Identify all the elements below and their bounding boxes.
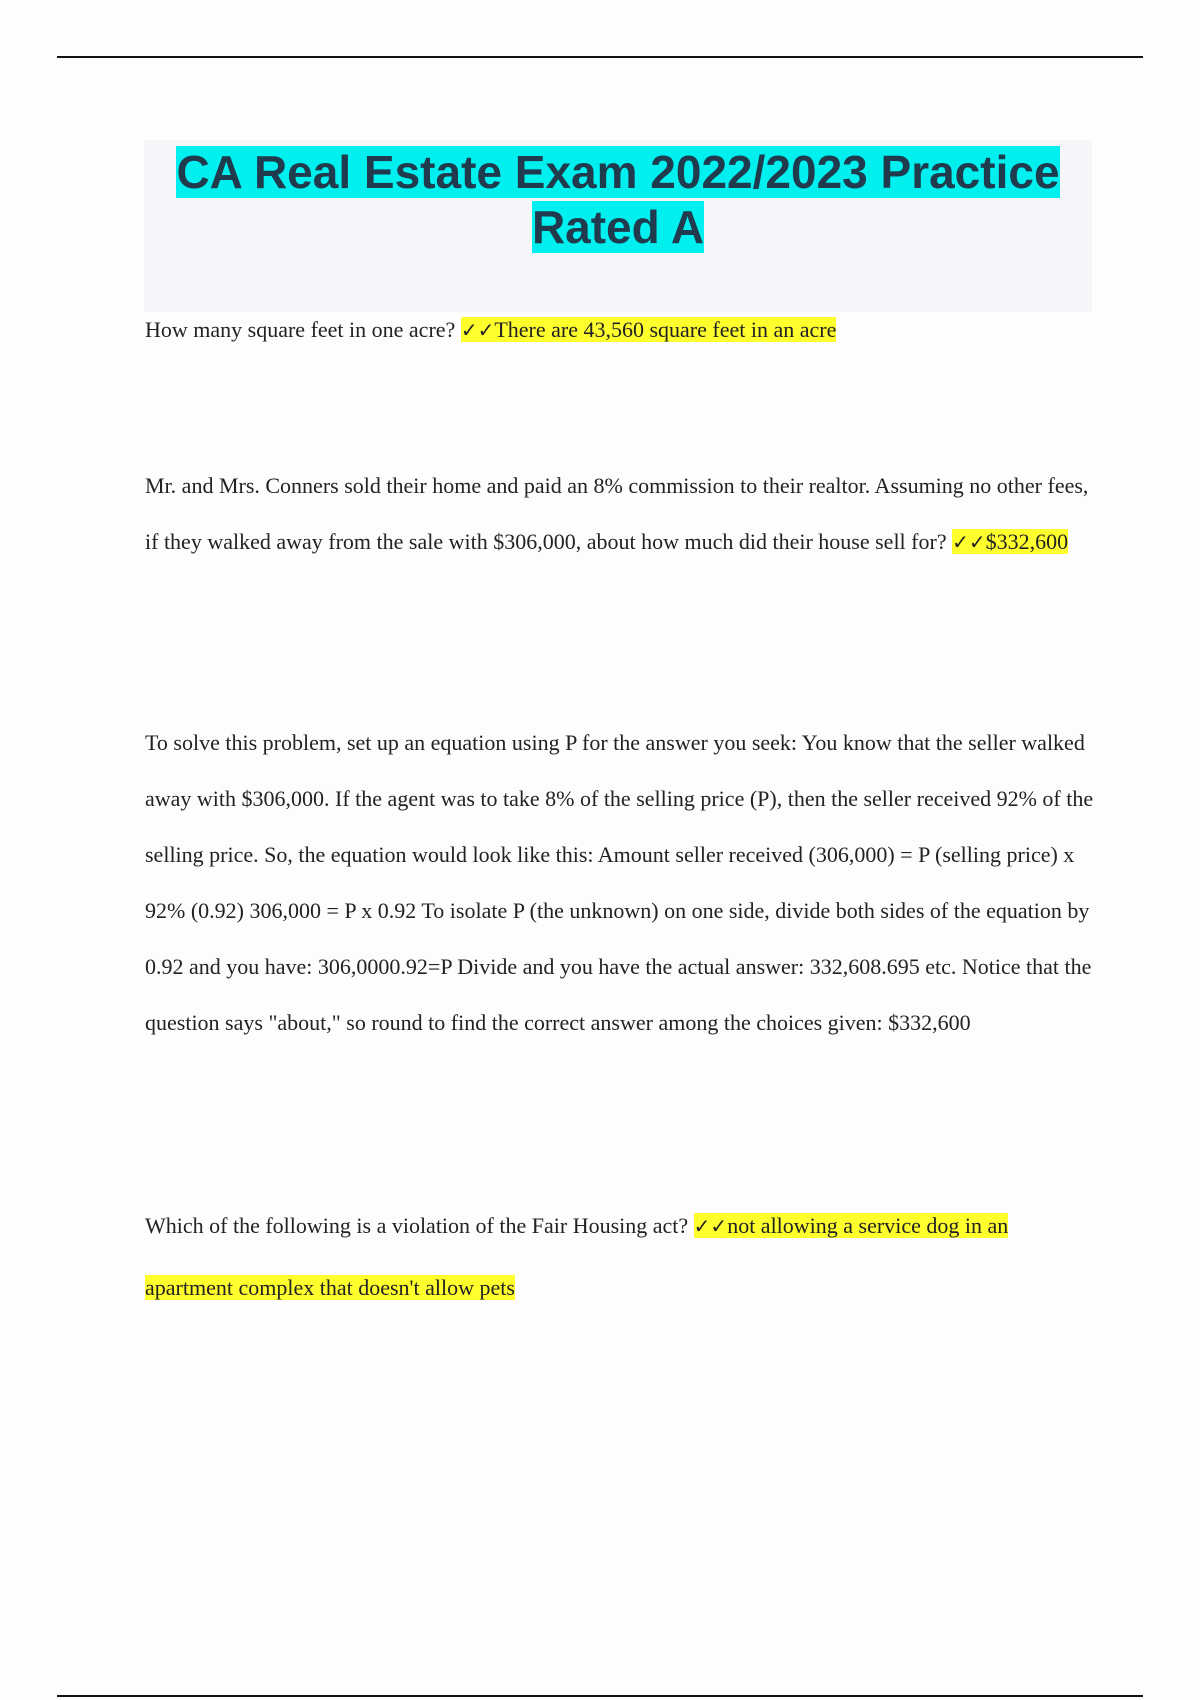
answer-text: not allowing a service dog in an apartment complex that doesn't allow pets <box>145 1213 1009 1300</box>
header-rule <box>57 56 1143 58</box>
question-text: Which of the following is a violation of the Fair Housing act? <box>145 1213 689 1238</box>
question-text: How many square feet in one acre? <box>145 317 456 342</box>
question-text: Mr. and Mrs. Conners sold their home and paid an 8% commission to their realtor. Assuming no other fees, if they walked away from the sale with $306,000, about how much did their house sell for? <box>145 473 1089 554</box>
check-mark-icon: ✓✓ <box>693 1214 728 1238</box>
check-mark-icon: ✓✓ <box>460 318 495 342</box>
footer-rule <box>57 1695 1143 1697</box>
qa-item <box>145 1195 1095 1318</box>
qa-item <box>145 312 1095 348</box>
check-mark-icon: ✓✓ <box>952 530 986 554</box>
document-title-text: CA Real Estate Exam 2022/2023 Practice Rated A <box>176 146 1060 253</box>
answer-highlight <box>461 317 837 342</box>
document-title <box>144 140 1092 255</box>
answer-highlight <box>952 529 1068 554</box>
explanation-paragraph: To solve this problem, set up an equation using P for the answer you seek: You know that the seller walked away with $306,000. If the agent was to take 8% of the selling price (P), then the seller received 92% of the selling price. So, the equation would look like this: Amount seller received (306,000) = P (selling price) x 92% (0.92) 306,000 = P x 0.92 To isolate P (the unknown) on one side, divide both sides of the equation by 0.92 and you have: 306,0000.92=P Divide and you have the actual answer: 332,608.695 etc. Notice that the question says "about," so round to find the correct answer among the choices given: $332,600 <box>145 730 1094 1035</box>
qa-item <box>145 458 1095 570</box>
answer-text: $332,600 <box>985 529 1069 554</box>
answer-text: There are 43,560 square feet in an acre <box>494 317 837 342</box>
title-block <box>144 140 1092 312</box>
